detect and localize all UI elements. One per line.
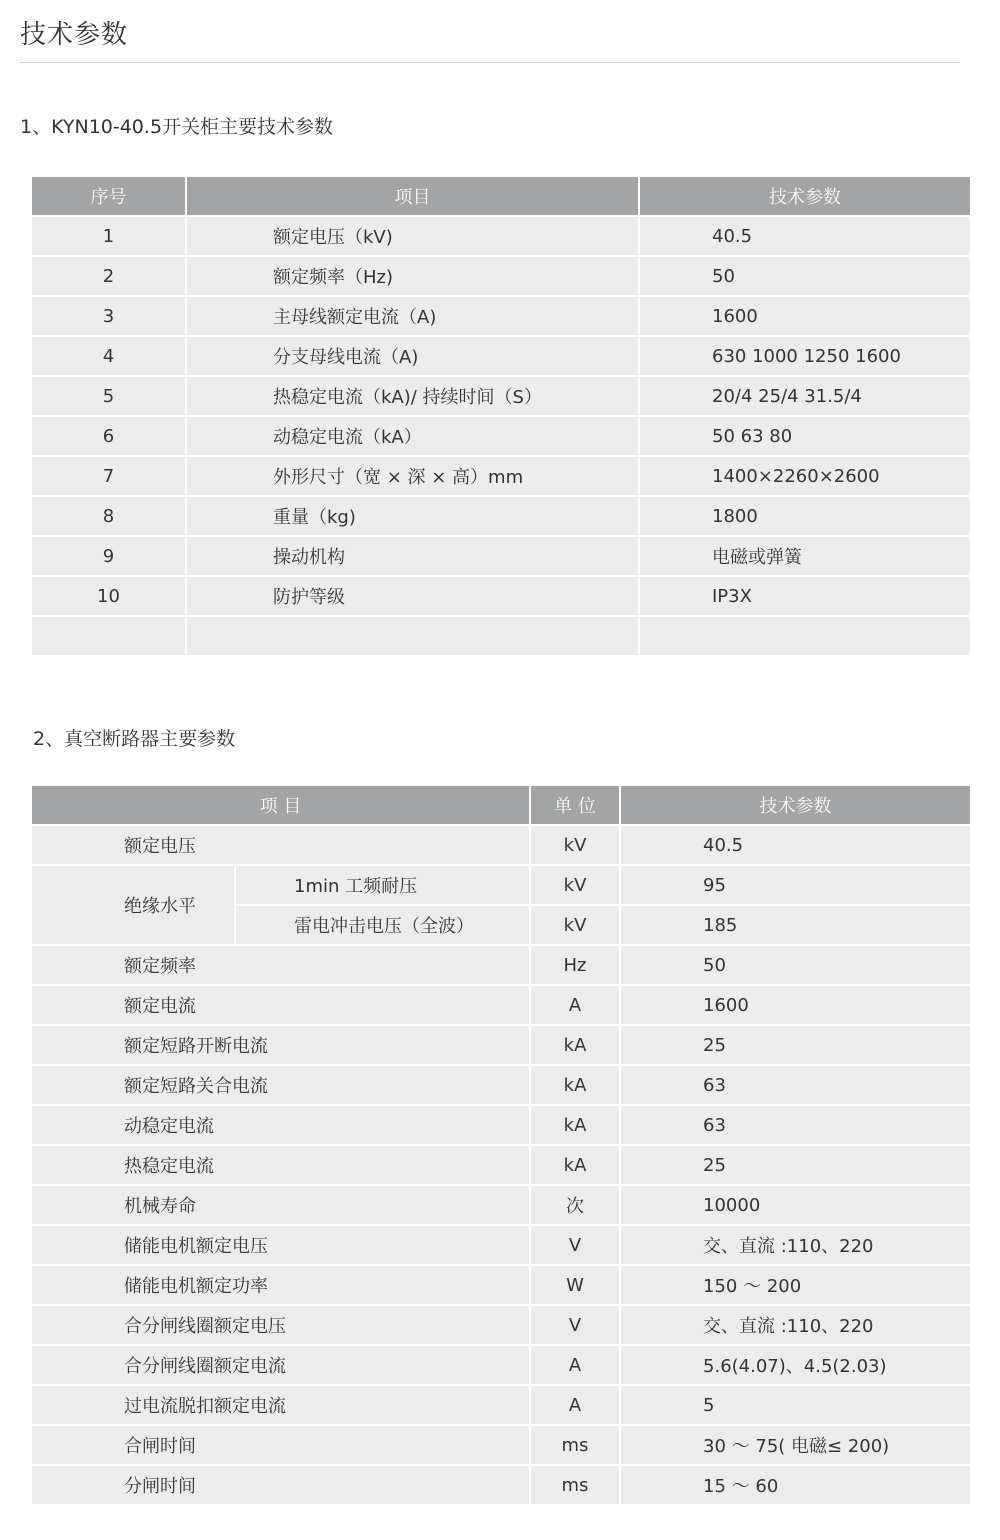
row-number: 7: [32, 456, 186, 496]
param-unit: A: [530, 985, 620, 1025]
param-value: 5.6(4.07)、4.5(2.03): [620, 1345, 970, 1385]
table-header-row: [32, 786, 970, 825]
param-value: 1600: [620, 985, 970, 1025]
table-row: [32, 1385, 970, 1425]
table-row: [32, 1305, 970, 1345]
section1-heading: 1、KYN10-40.5开关柜主要技术参数: [20, 116, 334, 138]
param-unit: ms: [530, 1465, 620, 1504]
row-number: 5: [32, 376, 186, 416]
param-name: 合分闸线圈额定电流: [32, 1345, 530, 1385]
param-value: 50 63 80: [639, 416, 970, 456]
param-name: 重量（kg): [186, 496, 639, 536]
param-value: 40.5: [620, 825, 970, 865]
param-value: 30 ～ 75( 电磁≤ 200): [620, 1425, 970, 1465]
table-row: [32, 945, 970, 985]
table-header-row: [32, 177, 970, 216]
param-name: 额定短路开断电流: [32, 1025, 530, 1065]
param-value: 交、直流 :110、220: [620, 1305, 970, 1345]
param-value: 630 1000 1250 1600: [639, 336, 970, 376]
breaker-spec-table: [32, 786, 970, 1504]
param-name: 额定电压: [32, 825, 530, 865]
param-value: 185: [620, 905, 970, 945]
param-value: 63: [620, 1105, 970, 1145]
cabinet-spec-table: [32, 177, 970, 655]
param-name: [186, 616, 639, 655]
param-value: 15 ～ 60: [620, 1465, 970, 1504]
param-unit: kA: [530, 1145, 620, 1185]
table-row: [32, 1105, 970, 1145]
param-name: 储能电机额定功率: [32, 1265, 530, 1305]
table-row: [32, 216, 970, 256]
table-row: [32, 1265, 970, 1305]
table-row: [32, 825, 970, 865]
param-name: 分闸时间: [32, 1465, 530, 1504]
header-unit: 单 位: [530, 786, 620, 825]
table-row: [32, 576, 970, 616]
table-row: [32, 336, 970, 376]
row-number: 8: [32, 496, 186, 536]
param-name: 分支母线电流（A): [186, 336, 639, 376]
table-row: [32, 416, 970, 456]
param-name: 额定电压（kV): [186, 216, 639, 256]
table-row: [32, 536, 970, 576]
header-item: 项 目: [32, 786, 530, 825]
param-value: 150 ～ 200: [620, 1265, 970, 1305]
row-number: [32, 616, 186, 655]
row-number: 2: [32, 256, 186, 296]
param-value: 1600: [639, 296, 970, 336]
table-row: [32, 256, 970, 296]
param-name: 额定电流: [32, 985, 530, 1025]
param-value: 50: [639, 256, 970, 296]
param-name: 过电流脱扣额定电流: [32, 1385, 530, 1425]
param-value: 5: [620, 1385, 970, 1425]
param-value: 1800: [639, 496, 970, 536]
param-unit: kA: [530, 1025, 620, 1065]
row-number: 3: [32, 296, 186, 336]
table-row: [32, 1225, 970, 1265]
param-value: 50: [620, 945, 970, 985]
param-unit: ms: [530, 1425, 620, 1465]
param-unit: V: [530, 1305, 620, 1345]
row-number: 6: [32, 416, 186, 456]
param-value: 95: [620, 865, 970, 905]
param-name: 1min 工频耐压: [235, 865, 530, 905]
param-value: [639, 616, 970, 655]
row-number: 1: [32, 216, 186, 256]
param-unit: W: [530, 1265, 620, 1305]
param-name: 合闸时间: [32, 1425, 530, 1465]
header-tech-params: 技术参数: [620, 786, 970, 825]
section2-heading: 2、真空断路器主要参数: [33, 728, 236, 750]
param-value: 40.5: [639, 216, 970, 256]
table-row: [32, 1465, 970, 1504]
table-row: [32, 376, 970, 416]
param-name: 热稳定电流: [32, 1145, 530, 1185]
page-title: 技术参数: [20, 20, 129, 50]
param-name: 动稳定电流: [32, 1105, 530, 1145]
table-row: [32, 296, 970, 336]
param-value: 10000: [620, 1185, 970, 1225]
param-unit: V: [530, 1225, 620, 1265]
row-number: 9: [32, 536, 186, 576]
table-row: [32, 616, 970, 655]
title-divider: [20, 62, 960, 63]
table-row: [32, 1345, 970, 1385]
param-unit: Hz: [530, 945, 620, 985]
param-name: 防护等级: [186, 576, 639, 616]
param-unit: A: [530, 1385, 620, 1425]
param-unit: 次: [530, 1185, 620, 1225]
param-name: 热稳定电流（kA)/ 持续时间（S）: [186, 376, 639, 416]
param-unit: kA: [530, 1105, 620, 1145]
table-row: [32, 1185, 970, 1225]
param-unit: kV: [530, 905, 620, 945]
param-name: 机械寿命: [32, 1185, 530, 1225]
param-value: 25: [620, 1025, 970, 1065]
param-unit: kV: [530, 865, 620, 905]
param-unit: kA: [530, 1065, 620, 1105]
table-row: [32, 1065, 970, 1105]
param-name: 外形尺寸（宽 × 深 × 高）mm: [186, 456, 639, 496]
table-row: [32, 865, 970, 905]
header-item: 项目: [186, 177, 639, 216]
param-name: 额定短路关合电流: [32, 1065, 530, 1105]
param-unit: A: [530, 1345, 620, 1385]
param-name: 储能电机额定电压: [32, 1225, 530, 1265]
table-row: [32, 496, 970, 536]
table-row: [32, 1025, 970, 1065]
param-value: 电磁或弹簧: [639, 536, 970, 576]
row-number: 10: [32, 576, 186, 616]
header-serial-number: 序号: [32, 177, 186, 216]
param-value: IP3X: [639, 576, 970, 616]
insulation-group-label: 绝缘水平: [32, 865, 235, 945]
param-value: 交、直流 :110、220: [620, 1225, 970, 1265]
table-row: [32, 1145, 970, 1185]
param-name: 雷电冲击电压（全波）: [235, 905, 530, 945]
header-tech-params: 技术参数: [639, 177, 970, 216]
table-row: [32, 1425, 970, 1465]
param-name: 额定频率（Hz): [186, 256, 639, 296]
param-unit: kV: [530, 825, 620, 865]
param-value: 1400×2260×2600: [639, 456, 970, 496]
param-name: 动稳定电流（kA）: [186, 416, 639, 456]
table-row: [32, 985, 970, 1025]
param-value: 63: [620, 1065, 970, 1105]
row-number: 4: [32, 336, 186, 376]
param-name: 额定频率: [32, 945, 530, 985]
param-value: 20/4 25/4 31.5/4: [639, 376, 970, 416]
param-name: 操动机构: [186, 536, 639, 576]
param-value: 25: [620, 1145, 970, 1185]
param-name: 合分闸线圈额定电压: [32, 1305, 530, 1345]
param-name: 主母线额定电流（A): [186, 296, 639, 336]
table-row: [32, 456, 970, 496]
